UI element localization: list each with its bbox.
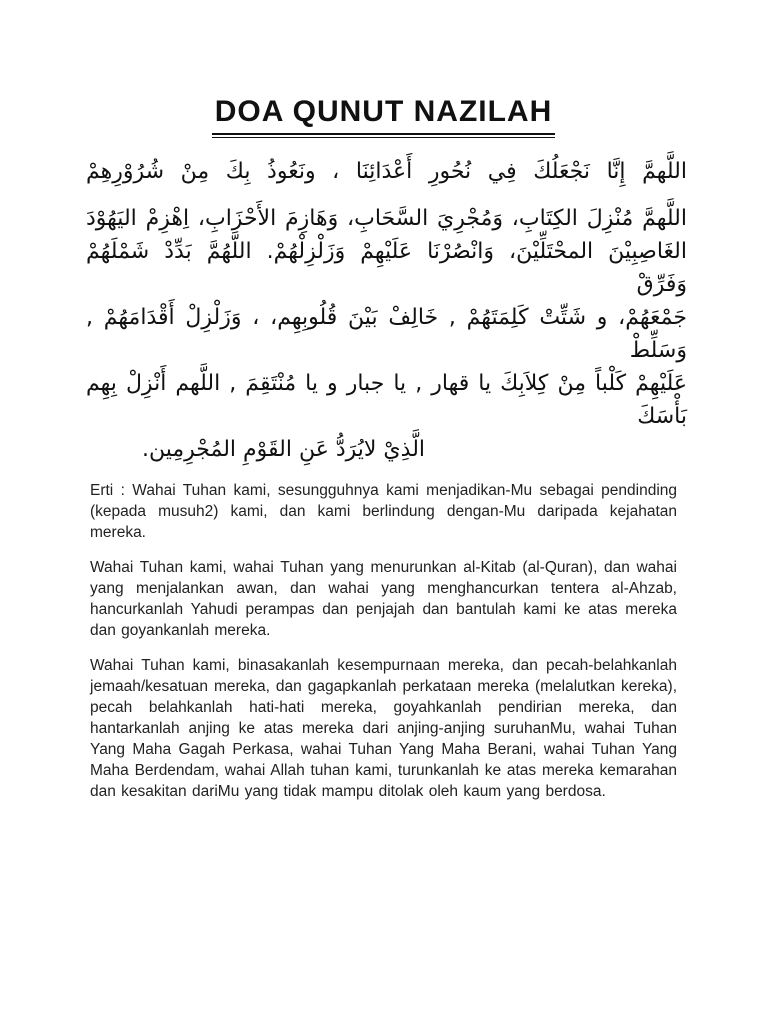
translation-paragraph-2: Wahai Tuhan kami, wahai Tuhan yang menurunkan al-Kitab (al-Quran), dan wahai yang menjalankan awan, dan wahai yang menghancurkan tentera al-Ahzab, hancurkanlah Yahudi perampas dan penjajah dan bantulah kami ke atas mereka dan goyankanlah mereka.: [90, 559, 677, 639]
arabic-prayer-paragraph: [86, 202, 687, 466]
arabic-prayer-line: الغَاصِبِيْنَ المحْتَلِّيْنَ، وَانْصُرْنَا عَلَيْهِمْ وَزَلْزِلْهُمْ. اللَّهُمَّ بَدِّدْ شَمْلَهُمْ وَفَرِّقْ: [86, 239, 687, 297]
arabic-prayer-line: جَمْعَهُمْ، و شَتِّتْ كَلِمَتَهُمْ , خَالِفْ بَيْنَ قُلُوبِهِم، ، وَزَلْزِلْ أَقْدَامَهُمْ , وَسَلِّطْ: [86, 305, 687, 363]
arabic-prayer-opening-line: اللَّهمَّ إِنَّا نَجْعَلُكَ فِي نُحُورِ أَعْدَائِنَا ، ونَعُوذُ بِكَ مِنْ شُرُوْرِهِمْ: [86, 159, 687, 184]
translation-paragraph-3: Wahai Tuhan kami, binasakanlah kesempurnaan mereka, dan pecah-belahkanlah jemaah/kesatuan mereka, dan gagapkanlah perkataan mereka (melalutkan kereka), pecah belahkanlah hati-hati mereka, goyahkanlah pendirian mereka, dan hantarkanlah anjing ke atas mereka dari anjing-anjing suruhanMu, wahai Tuhan Yang Maha Gagah Perkasa, wahai Tuhan Yang Maha Berani, wahai Tuhan Yang Maha Berdendam, wahai Allah tuhan kami, turunkanlah ke atas mereka kemarahan dan kesakitan dariMu yang tidak mampu ditolak oleh kaum yang berdosa.: [90, 657, 677, 800]
document-title-text: DOA QUNUT NAZILAH: [212, 94, 556, 135]
translation-paragraph-erti: Erti : Wahai Tuhan kami, sesungguhnya kami menjadikan-Mu sebagai pendinding (kepada musuh2) kami, dan kami berlindung dengan-Mu daripada kejahatan mereka.: [90, 482, 677, 541]
arabic-prayer-line: اللَّهمَّ مُنْزِلَ الكِتَابِ، وَمُجْرِيَ السَّحَابِ، وَهَازِمَ الأَحْزَابِ، اِهْزِمْ اليَهُوْدَ: [86, 206, 687, 231]
arabic-prayer-line: عَلَيْهِمْ كَلْباً مِنْ كِلاَبِكَ يا قهار , يا جبار و يا مُنْتَقِمَ , اللَّهم أَنْزِلْ بِهِم بَأْسَكَ: [86, 371, 687, 429]
arabic-prayer-line-last: الَّذِيْ لايُرَدُّ عَنِ القَوْمِ المُجْرِمِين.: [142, 437, 426, 462]
document-title: [90, 94, 677, 135]
